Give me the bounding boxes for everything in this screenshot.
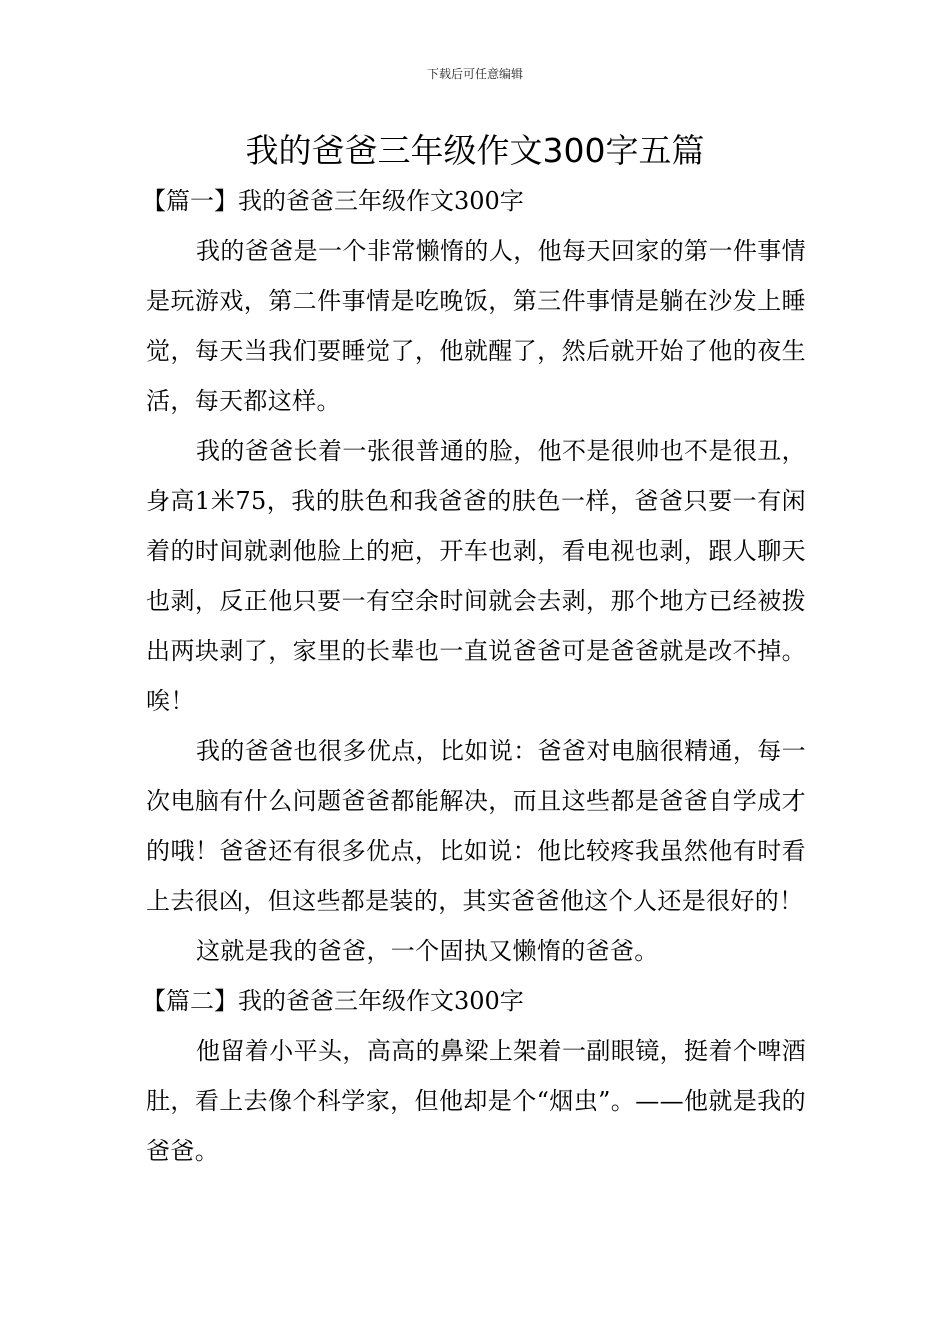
section-1 bbox=[142, 176, 806, 976]
paragraph: 这就是我的爸爸，一个固执又懒惰的爸爸。 bbox=[196, 937, 659, 965]
section-heading: 【篇一】我的爸爸三年级作文300字 bbox=[142, 187, 524, 215]
paragraph: 我的爸爸也很多优点，比如说：爸爸对电脑很精通，每一次电脑有什么问题爸爸都能解决，而且这些都是爸爸自学成才的哦！爸爸还有很多优点，比如说：他比较疼我虽然他有时看上去很凶，但这些都是装的，其实爸爸他这个人还是很好的！ bbox=[146, 737, 806, 915]
document-body bbox=[142, 176, 806, 1176]
header-note: 下载后可任意编辑 bbox=[426, 67, 523, 81]
paragraph: 我的爸爸长着一张很普通的脸，他不是很帅也不是很丑，身高1米75，我的肤色和我爸爸的肤色一样，爸爸只要一有闲着的时间就剥他脸上的疤，开车也剥，看电视也剥，跟人聊天也剥，反正他只要一有空余时间就会去剥，那个地方已经被拨出两块剥了，家里的长辈也一直说爸爸可是爸爸就是改不掉。唉！ bbox=[146, 437, 806, 715]
document-title: 我的爸爸三年级作文300字五篇 bbox=[245, 131, 705, 170]
paragraph: 他留着小平头，高高的鼻梁上架着一副眼镜，挺着个啤酒肚，看上去像个科学家，但他却是个“烟虫”。——他就是我的爸爸。 bbox=[146, 1037, 806, 1165]
section-2 bbox=[142, 976, 806, 1176]
paragraph: 我的爸爸是一个非常懒惰的人，他每天回家的第一件事情是玩游戏，第二件事情是吃晚饭，第三件事情是躺在沙发上睡觉，每天当我们要睡觉了，他就醒了，然后就开始了他的夜生活，每天都这样。 bbox=[146, 237, 806, 415]
section-heading: 【篇二】我的爸爸三年级作文300字 bbox=[142, 987, 524, 1015]
